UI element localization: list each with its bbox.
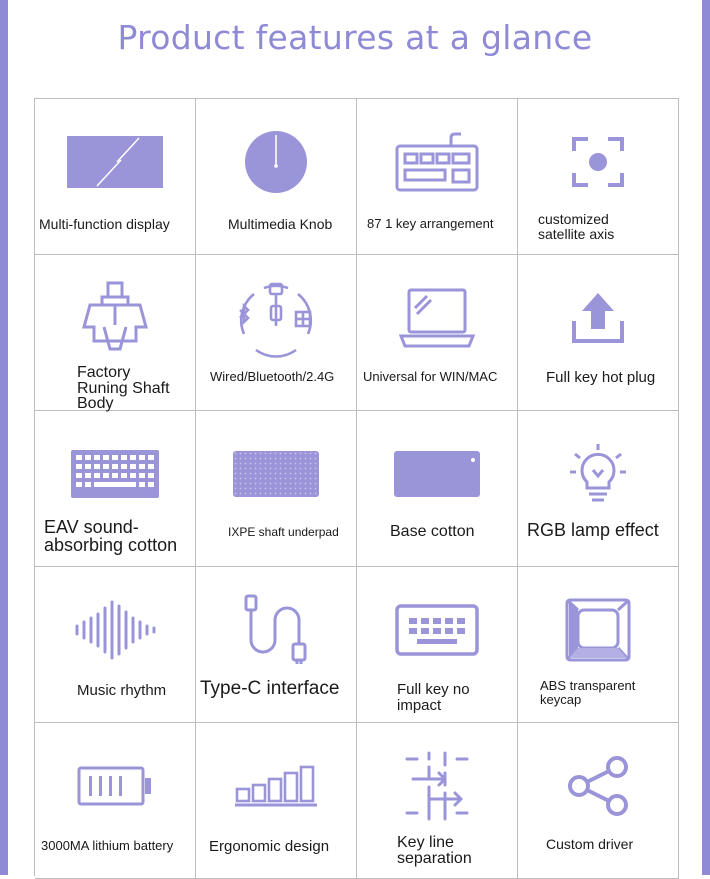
feature-label: Wired/Bluetooth/2.4G xyxy=(210,369,335,384)
left-accent-bar xyxy=(0,0,8,875)
focus-frame-icon xyxy=(518,117,678,207)
feature-cell-custom-driver xyxy=(518,723,679,879)
feature-cell-no-impact xyxy=(357,567,518,723)
feature-cell-eav-cotton xyxy=(35,411,196,567)
feature-cell-music-rhythm xyxy=(35,567,196,723)
lightbulb-icon xyxy=(518,429,678,519)
knob-icon xyxy=(196,117,356,207)
feature-cell-key-arrangement xyxy=(357,99,518,255)
feature-label: Type-C interface xyxy=(200,678,340,699)
feature-cell-base-cotton xyxy=(357,411,518,567)
feature-grid xyxy=(34,98,679,876)
foam-keyboard-icon xyxy=(35,429,195,519)
feature-cell-rgb-lamp xyxy=(518,411,679,567)
feature-cell-factory-shaft xyxy=(35,255,196,411)
feature-cell-abs-keycap xyxy=(518,567,679,723)
feature-cell-satellite-axis xyxy=(518,99,679,255)
feature-label: EAV sound- absorbing cotton xyxy=(44,517,178,555)
feature-label: customized satellite axis xyxy=(538,211,615,242)
feature-cell-type-c xyxy=(196,567,357,723)
feature-label: Factory Runing Shaft Body xyxy=(77,364,170,413)
keyboard-box-icon xyxy=(357,585,517,675)
feature-cell-ergonomic xyxy=(196,723,357,879)
feature-label: Key line separation xyxy=(397,834,472,867)
battery-icon xyxy=(35,741,195,831)
laptop-icon xyxy=(357,273,517,363)
feature-cell-connectivity xyxy=(196,255,357,411)
feature-cell-hot-plug xyxy=(518,255,679,411)
page-title: Product features at a glance xyxy=(117,18,593,57)
connectivity-icon xyxy=(196,273,356,363)
feature-cell-key-line xyxy=(357,723,518,879)
feature-label: RGB lamp effect xyxy=(527,520,659,540)
feature-label: Universal for WIN/MAC xyxy=(363,369,498,384)
line-separation-icon xyxy=(357,741,517,831)
switch-shaft-icon xyxy=(35,273,195,363)
stepped-bars-icon xyxy=(196,741,356,831)
right-accent-bar xyxy=(702,0,710,875)
feature-label: Custom driver xyxy=(546,836,634,852)
feature-label: IXPE shaft underpad xyxy=(228,525,339,539)
feature-cell-battery xyxy=(35,723,196,879)
display-icon xyxy=(35,117,195,207)
feature-label: ABS transparent keycap xyxy=(540,678,636,707)
feature-label: Base cotton xyxy=(390,523,475,540)
feature-label: 87 1 key arrangement xyxy=(367,216,494,231)
feature-cell-win-mac xyxy=(357,255,518,411)
feature-label: Multi-function display xyxy=(39,216,170,232)
feature-cell-multi-function-display xyxy=(35,99,196,255)
feature-label: Full key no impact xyxy=(397,681,470,714)
upload-arrow-icon xyxy=(518,273,678,363)
usb-cable-icon xyxy=(196,585,356,675)
sound-wave-icon xyxy=(35,585,195,675)
base-pad-icon xyxy=(357,429,517,519)
feature-label: 3000MA lithium battery xyxy=(41,838,174,853)
share-icon xyxy=(518,741,678,831)
feature-label: Full key hot plug xyxy=(546,369,656,386)
feature-label: Music rhythm xyxy=(77,682,167,699)
keycap-icon xyxy=(518,585,678,675)
keyboard-outline-icon xyxy=(357,117,517,207)
feature-cell-multimedia-knob xyxy=(196,99,357,255)
feature-label: Ergonomic design xyxy=(209,838,330,855)
feature-label: Multimedia Knob xyxy=(228,216,333,232)
dotted-pad-icon xyxy=(196,429,356,519)
feature-cell-ixpe-underpad xyxy=(196,411,357,567)
